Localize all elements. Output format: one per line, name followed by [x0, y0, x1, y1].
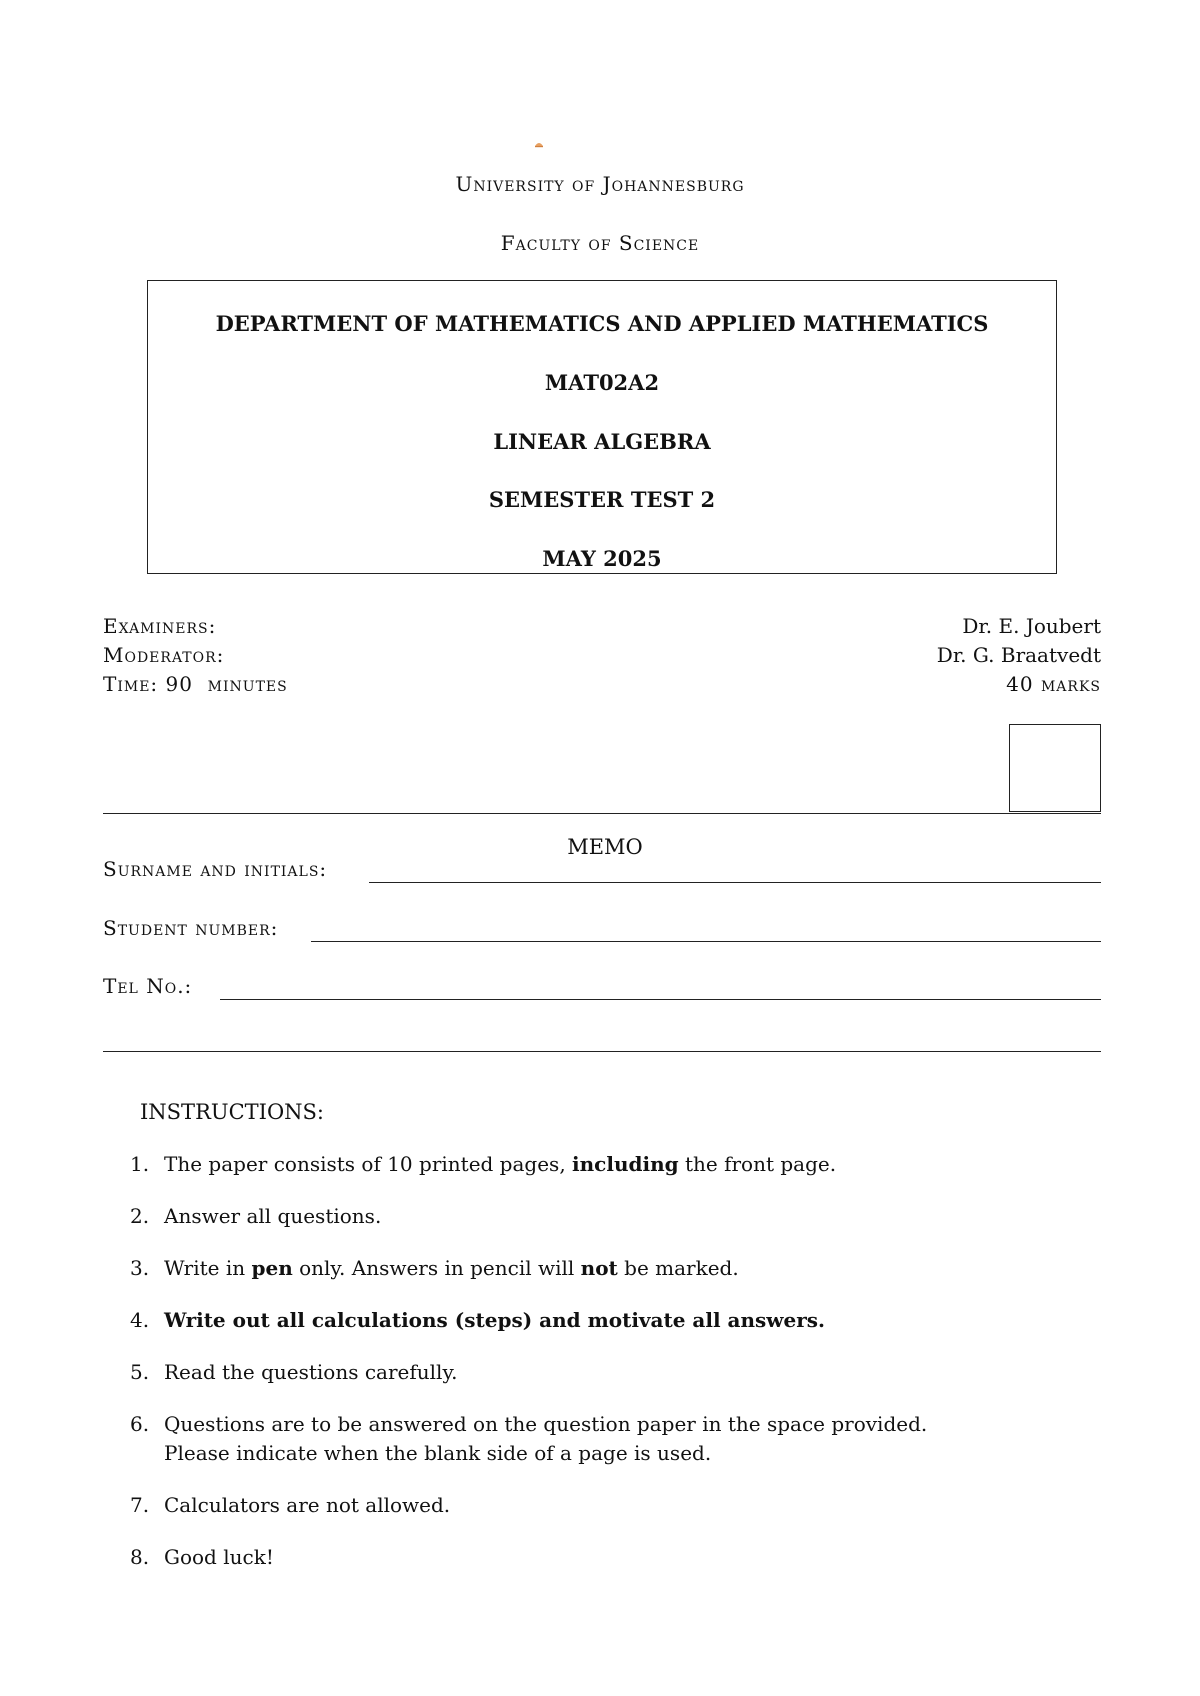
university-logo-icon	[534, 140, 544, 148]
examiners-label: Examiners:	[103, 614, 217, 638]
department-name: DEPARTMENT OF MATHEMATICS AND APPLIED MATHEMATICS	[215, 311, 989, 336]
instructions-list	[130, 1150, 1090, 1595]
moderator-row	[103, 643, 1101, 669]
memo-label: MEMO	[567, 835, 643, 859]
instruction-item: 4. Write out all calculations (steps) and motivate all answers.	[130, 1308, 825, 1332]
instructions-heading: INSTRUCTIONS:	[140, 1100, 324, 1124]
surname-label: Surname and initials:	[103, 857, 328, 881]
exam-date: MAY 2025	[542, 546, 662, 571]
student-number-line[interactable]	[311, 941, 1101, 942]
moderator-value: Dr. G. Braatvedt	[936, 643, 1101, 667]
module-name: LINEAR ALGEBRA	[493, 429, 711, 454]
bottom-divider	[103, 1051, 1101, 1052]
surname-line[interactable]	[369, 882, 1101, 883]
top-divider	[103, 813, 1101, 814]
tel-label: Tel No.:	[103, 974, 193, 998]
surname-field[interactable]	[103, 857, 1101, 885]
student-number-field[interactable]	[103, 916, 1101, 944]
time-row	[103, 672, 1101, 698]
instruction-item: 8. Good luck!	[130, 1545, 274, 1569]
faculty-name: Faculty of Science	[500, 231, 700, 255]
moderator-label: Moderator:	[103, 643, 225, 667]
instruction-item: 2. Answer all questions.	[130, 1204, 382, 1228]
student-number-label: Student number:	[103, 916, 279, 940]
instruction-item: 3. Write in pen only. Answers in pencil will not be marked.	[130, 1256, 739, 1280]
instruction-item: 1. The paper consists of 10 printed pages, including the front page.	[130, 1152, 837, 1176]
assessment-title: SEMESTER TEST 2	[488, 487, 716, 512]
marks-box	[1009, 724, 1101, 812]
tel-field[interactable]	[103, 974, 1101, 1002]
university-name: University of Johannesburg	[455, 172, 745, 196]
examiners-row	[103, 614, 1101, 640]
time-label: Time: 90 minutes	[103, 672, 288, 696]
instruction-item: 5. Read the questions carefully.	[130, 1360, 458, 1384]
instruction-item: 6. Questions are to be answered on the question paper in the space provided. Please indicate when the blank side of a page is used.	[130, 1412, 928, 1465]
total-marks: 40 marks	[1006, 672, 1101, 696]
examiners-value: Dr. E. Joubert	[962, 614, 1101, 638]
tel-line[interactable]	[220, 999, 1101, 1000]
module-code: MAT02A2	[544, 370, 660, 395]
title-box	[147, 280, 1057, 574]
instruction-item: 7. Calculators are not allowed.	[130, 1493, 451, 1517]
